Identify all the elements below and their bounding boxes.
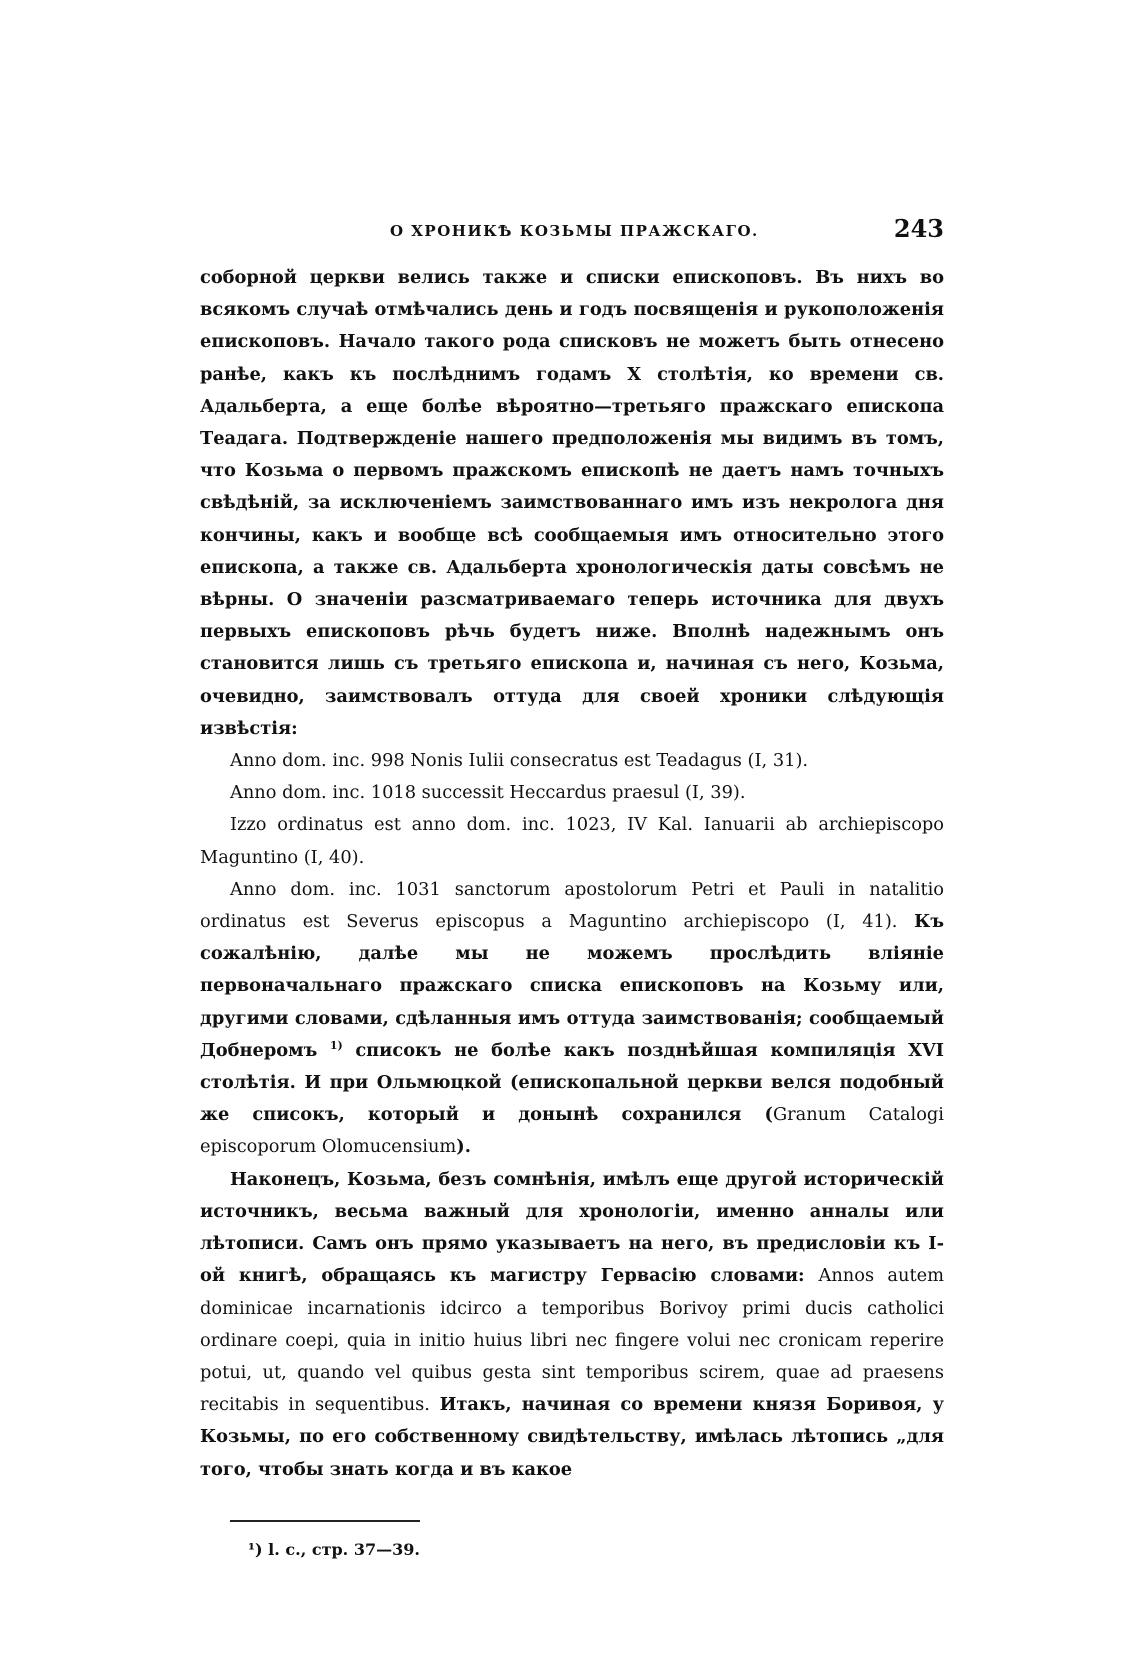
text-segment: Итакъ, начиная со времени князя Боривоя, у Козьмы, по его собственному свидѣтельству, имѣлась лѣтопись „для того, чтобы знать когда и въ какое	[200, 1394, 944, 1480]
page-number: 243	[893, 214, 944, 243]
text-segment: соборной церкви велись также и списки епископовъ. Въ нихъ во всякомъ случаѣ отмѣчались день и годъ посвященія и рукоположенія епископовъ. Начало такого рода списковъ не можетъ быть отнесено ранѣе, какъ къ послѣднимъ годамъ X столѣтія, ко времени св. Адальберта, а еще болѣе вѣроятно—третьяго пражскаго епископа Теадага. Подтвержденіе нашего предположенія мы видимъ въ томъ, что Козьма о первомъ пражскомъ епископѣ не даетъ намъ точныхъ свѣдѣній, за исключеніемъ заимствованнаго имъ изъ некролога дня кончины, какъ и вообще всѣ сообщаемыя имъ относительно этого епископа, а также св. Адальберта хронологическія даты совсѣмъ не вѣрны. О значеніи разсматриваемаго теперь источника для двухъ первыхъ епископовъ рѣчь будетъ ниже. Вполнѣ надежнымъ онъ становится лишь съ третьяго епископа и, начиная съ него, Козьма, очевидно, заимствовалъ оттуда для своей хроники слѣдующія извѣстія:	[200, 267, 944, 739]
text-segment: Къ сожалѣнію, далѣе мы не можемъ прослѣдить вліяніе первоначальнаго пражскаго списка епископовъ на Козьму или, другими словами, сдѣланныя имъ оттуда заимствованія; сообщаемый Добнеромъ	[200, 911, 944, 1061]
book-page	[200, 210, 944, 1559]
running-title: О ХРОНИКѢ КОЗЬМЫ ПРАЖСКАГО.	[390, 222, 759, 240]
paragraph	[200, 262, 944, 745]
paragraph	[200, 874, 944, 1164]
paragraph	[200, 1164, 944, 1486]
footnote-divider	[230, 1520, 420, 1522]
footnote-marker: ¹)	[248, 1539, 263, 1559]
latin-quote: Anno dom. inc. 998 Nonis Iulii consecratus est Teadagus (I, 31).	[230, 750, 809, 772]
latin-quote: Anno dom. inc. 1031 sanctorum apostolorum Petri et Pauli in natalitio ordinatus est Severus episcopus a Maguntino archiepiscopo (I, 41).	[200, 878, 944, 933]
page-header	[200, 210, 944, 250]
footnote-reference: 1)	[329, 1038, 343, 1052]
text-segment: ).	[456, 1136, 471, 1158]
text-segment: Наконецъ, Козьма, безъ сомнѣнія, имѣлъ еще другой историческій источникъ, весьма важный для хронологіи, именно анналы или лѣтописи. Самъ онъ прямо указываетъ на него, въ предисловіи къ I-ой книгѣ, обращаясь къ магистру Гервасію словами:	[200, 1168, 944, 1287]
paragraph	[200, 809, 944, 873]
body-text	[200, 262, 944, 1486]
latin-quote: Izzo ordinatus est anno dom. inc. 1023, IV Kal. Ianuarii ab archiepiscopo Maguntino (I, 40).	[200, 814, 944, 868]
footnote-text: l. c., стр. 37—39.	[268, 1539, 420, 1559]
paragraph	[200, 745, 944, 777]
latin-quote: Granum Catalogi episcoporum Olomucensium	[200, 1104, 944, 1158]
footnote	[248, 1540, 944, 1559]
latin-quote: Anno dom. inc. 1018 successit Heccardus praesul (I, 39).	[230, 782, 746, 804]
latin-quote: Annos autem dominicae incarnationis idcirco a temporibus Borivoy primi ducis catholici ordinare coepi, quia in initio huius libri nec fingere volui nec cronicam reperire potui, ut, quando vel quibus gesta sint temporibus scirem, quae ad praesens recitabis in sequentibus.	[200, 1265, 944, 1416]
text-segment: списокъ не болѣе какъ позднѣйшая компиляція XVI столѣтія. И при Ольмюцкой (епископальной церкви велся подобный же списокъ, который и донынѣ сохранился (	[200, 1039, 944, 1126]
paragraph	[200, 777, 944, 809]
